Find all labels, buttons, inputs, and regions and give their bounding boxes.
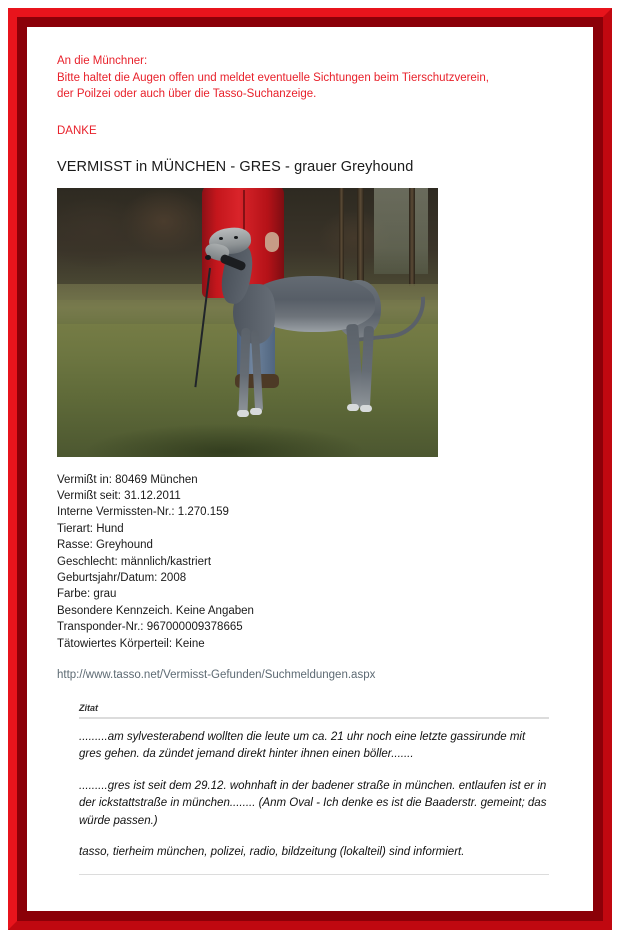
detail-sex: Geschlecht: männlich/kastriert xyxy=(57,555,212,568)
detail-special-marks: Besondere Kennzeich. Keine Angaben xyxy=(57,604,254,617)
detail-missing-since: Vermißt seit: 31.12.2011 xyxy=(57,489,181,502)
detail-tattooed-body-part: Tätowiertes Körperteil: Keine xyxy=(57,637,205,650)
photo-canvas xyxy=(57,188,438,457)
detail-animal-type: Tierart: Hund xyxy=(57,522,124,535)
detail-transponder-number: Transponder-Nr.: 967000009378665 xyxy=(57,621,243,634)
quote-body xyxy=(79,719,549,874)
content-column xyxy=(57,53,575,875)
quote-block xyxy=(79,703,549,875)
quote-paragraph: tasso, tierheim münchen, polizei, radio, bildzeitung (lokalteil) sind informiert. xyxy=(79,846,465,859)
photo-sky-gap xyxy=(374,188,428,274)
thanks-text: DANKE xyxy=(57,124,97,137)
photo-person-hand xyxy=(265,232,279,252)
photo-tree-trunk xyxy=(357,188,364,292)
appeal-notice xyxy=(57,53,575,103)
dog-details-list xyxy=(57,472,575,652)
photo-dog-paw xyxy=(237,410,249,417)
detail-missing-location: Vermißt in: 80469 München xyxy=(57,473,198,486)
detail-birth-year: Geburtsjahr/Datum: 2008 xyxy=(57,571,187,584)
photo-dog-eye xyxy=(234,236,238,239)
photo-dog-paw xyxy=(347,404,359,411)
detail-internal-number: Interne Vermissten-Nr.: 1.270.159 xyxy=(57,506,229,519)
photo-dog-leg xyxy=(239,327,251,413)
page-content-area xyxy=(27,27,593,911)
decorative-red-frame-outer xyxy=(8,8,612,930)
photo-tree-trunk xyxy=(409,188,415,286)
detail-breed: Rasse: Greyhound xyxy=(57,539,153,552)
photo-dog-paw xyxy=(250,408,262,415)
quote-paragraph: .........gres ist seit dem 29.12. wohnhaft in der badener straße in münchen. entlaufen ist er in der ickstattstraße in münchen........ (Anm Oval - Ich denke es ist die Baaderstr. gemeint; das würde passen.) xyxy=(79,779,547,827)
page-title: VERMISST in MÜNCHEN - GRES - grauer Greyhound xyxy=(57,158,414,175)
decorative-red-frame-inner xyxy=(17,17,603,921)
quote-label: Zitat xyxy=(79,702,98,713)
appeal-notice-line-2: Bitte haltet die Augen offen und meldet eventuelle Sichtungen beim Tierschutzverein, xyxy=(57,71,489,84)
quote-bottom-divider xyxy=(79,874,549,875)
tasso-search-link[interactable]: http://www.tasso.net/Vermisst-Gefunden/Suchmeldungen.aspx xyxy=(57,668,376,681)
photo-dog-nose xyxy=(205,255,211,260)
photo-tree-trunk xyxy=(339,188,344,280)
quote-paragraph: .........am sylvesterabend wollten die leute um ca. 21 uhr noch eine letzte gassirunde mit gres gehen. da zündet jemand direkt hinter ihnen einen böller....... xyxy=(79,730,526,761)
appeal-notice-line-3: der Poilzei oder auch über die Tasso-Suchanzeige. xyxy=(57,88,317,100)
photo-dog-eye xyxy=(219,237,223,240)
missing-dog-photo xyxy=(57,188,438,457)
detail-color: Farbe: grau xyxy=(57,588,117,601)
photo-dog-paw xyxy=(360,405,372,412)
appeal-notice-line-1: An die Münchner: xyxy=(57,55,148,67)
